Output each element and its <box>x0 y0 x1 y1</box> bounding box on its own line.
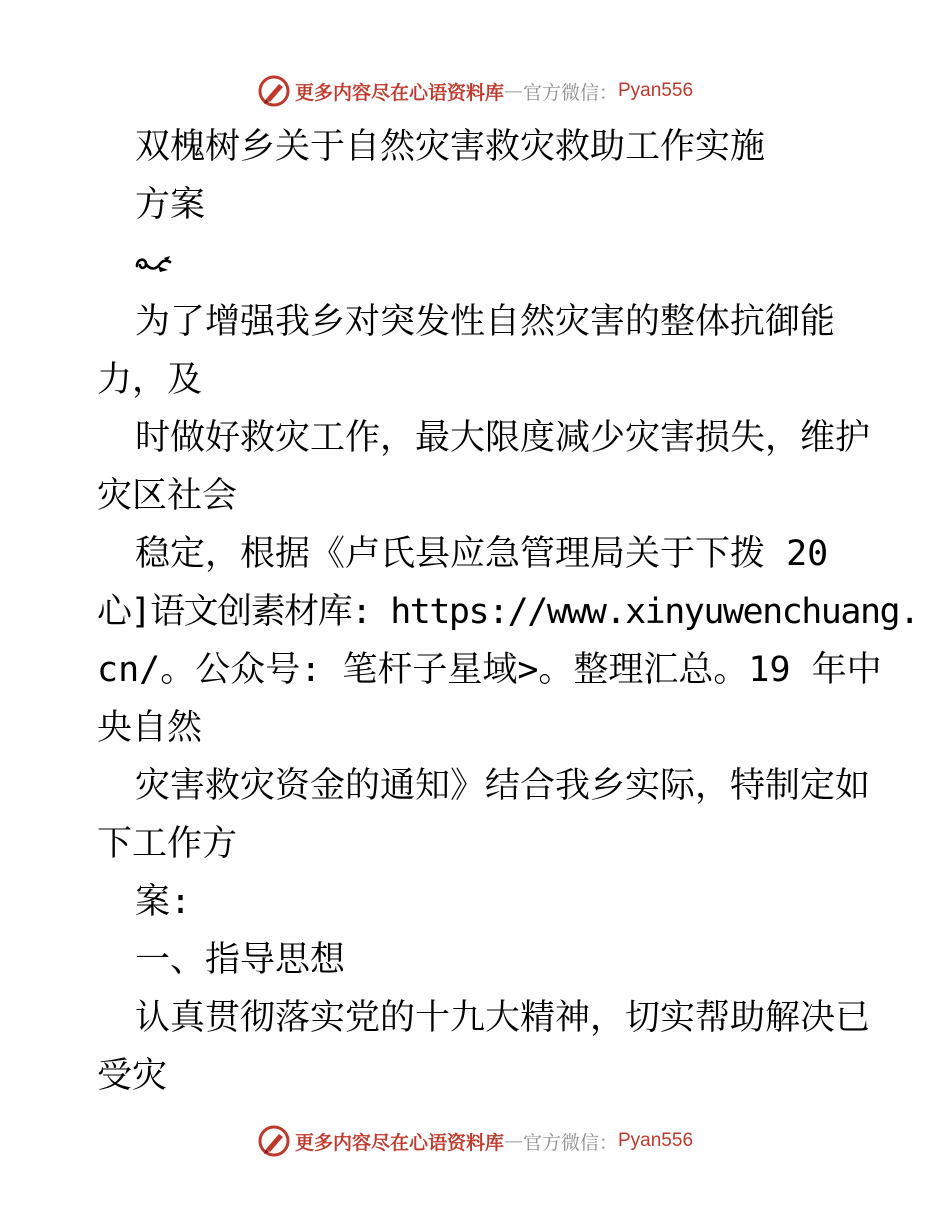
body-line-11: 案: <box>135 882 192 922</box>
banner-account-id: Pyan556 <box>618 1130 694 1151</box>
header-banner <box>0 71 950 111</box>
body-line-13: 认真贯彻落实党的十九大精神，切实帮助解决已 <box>135 998 871 1038</box>
footer-banner <box>0 1121 950 1161</box>
banner-separator: — <box>503 1130 523 1152</box>
pen-logo-icon <box>257 74 291 108</box>
body-line-10: 下工作方 <box>97 824 238 864</box>
banner-label: 官方微信： <box>522 81 618 104</box>
body-line-2: 力，及 <box>97 360 203 400</box>
body-line-5: 稳定，根据《卢氏县应急管理局关于下拨 20 <box>135 534 829 574</box>
body-line-3: 时做好救灾工作，最大限度减少灾害损失，维护 <box>135 418 871 458</box>
section-heading-guiding-ideology: 一、指导思想 <box>135 940 346 980</box>
banner-account-id: Pyan556 <box>618 80 694 101</box>
body-line-1: 为了增强我乡对突发性自然灾害的整体抗御能 <box>135 302 836 342</box>
body-line-9: 灾害救灾资金的通知》结合我乡实际，特制定如 <box>135 766 871 806</box>
body-line-8: 央自然 <box>97 708 203 748</box>
body-line-4: 灾区社会 <box>97 476 238 516</box>
document-title-line-2: 方案 <box>135 185 206 225</box>
banner-main-text: 更多内容尽在心语资料库 <box>294 81 504 104</box>
document-title-line-1: 双槐树乡关于自然灾害救灾救助工作实施 <box>135 127 766 167</box>
fleuron-icon <box>134 250 174 280</box>
body-line-14: 受灾 <box>97 1056 168 1096</box>
banner-main-text: 更多内容尽在心语资料库 <box>294 1131 504 1154</box>
body-line-7: cn/。公众号: 笔杆子星域>。整理汇总。19 年中 <box>97 650 882 690</box>
banner-separator: — <box>503 80 523 102</box>
banner-label: 官方微信： <box>522 1131 618 1154</box>
body-line-6: 心]语文创素材库: https://www.xinyuwenchuang. <box>97 592 919 632</box>
pen-logo-icon <box>257 1124 291 1158</box>
